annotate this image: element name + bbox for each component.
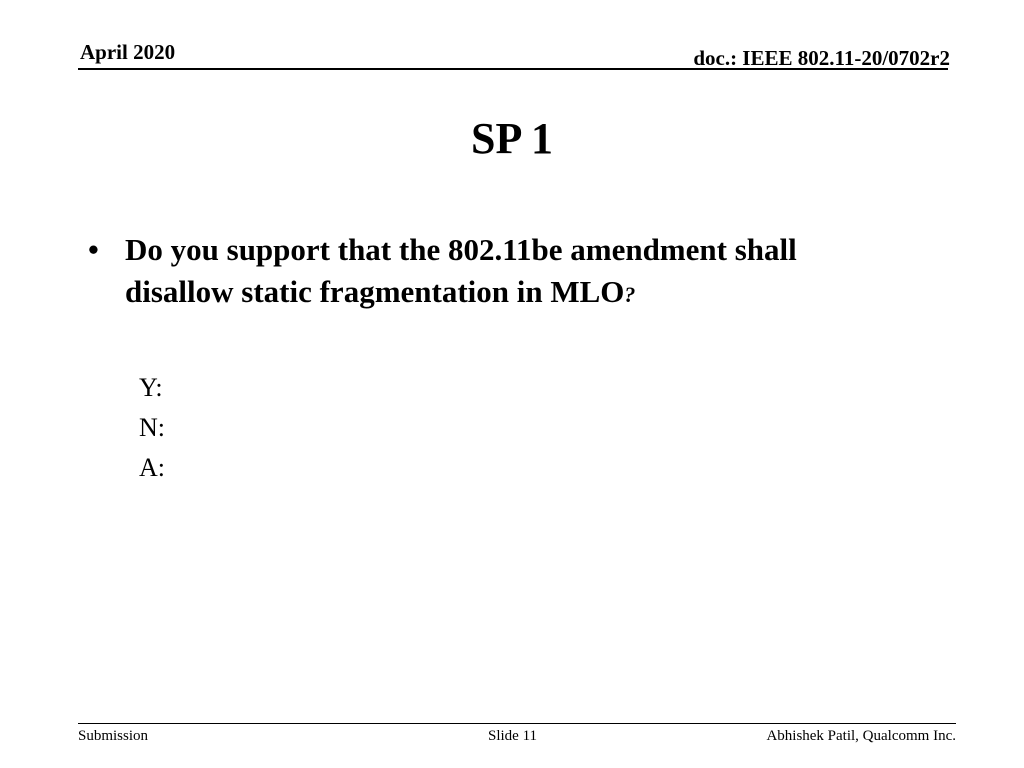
footer-submission: Submission [78, 728, 149, 744]
question-mark: ? [624, 282, 636, 307]
question-text: Do you support that the 802.11be amendment shall disallow static fragmentation in MLO [125, 232, 797, 309]
bullet-question [125, 229, 905, 316]
header-divider [78, 68, 948, 70]
answer-abstain: A: [139, 453, 165, 482]
answer-yes: Y: [139, 373, 163, 402]
footer-author: Abhishek Patil, Qualcomm Inc. [766, 728, 956, 744]
slide-title: SP 1 [471, 114, 553, 163]
footer-slide-number: Slide 11 [488, 728, 538, 744]
header-doc-id: doc.: IEEE 802.11-20/0702r2 [693, 46, 950, 70]
answer-list [139, 368, 165, 488]
answer-no: N: [139, 413, 165, 442]
bullet-icon: • [88, 232, 99, 267]
header-date: April 2020 [80, 40, 176, 64]
footer-divider [78, 723, 956, 724]
